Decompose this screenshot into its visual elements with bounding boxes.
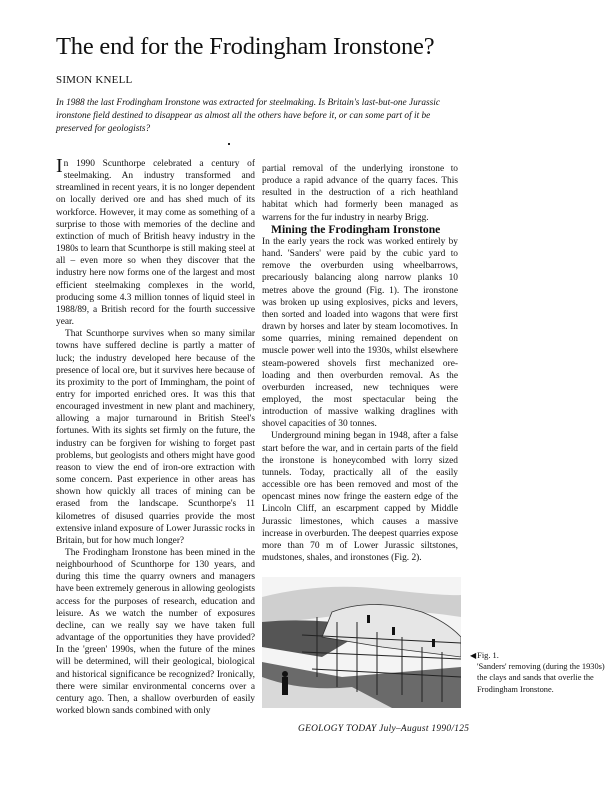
quarry-photo-illustration — [262, 577, 461, 708]
paragraph-4: In the early years the rock was worked entirely by hand. 'Sanders' were paid by the cubic yard to remove the overburden using wheelbarrows, precariously balancing along narrow planks 10 metres above the ground (Fig. 1). The ironstone was broken up using explosives, picks and levers, then sorted and loaded into wagons that were first drawn by horses and later by steam locomotives. In some quarries, mining remained dependent on muscle power well into the 1930s, whilst elsewhere steam-powered shovels first mechanized ore-loading and then overburden removal. As the overburden increased, new techniques were employed, the most spectacular being the introduction of massive walking draglines with shovel capacities of 30 tonnes. — [262, 236, 458, 430]
article-title: The end for the Frodingham Ironstone? — [56, 33, 435, 60]
drop-cap: I — [56, 155, 63, 177]
caption-pointer-icon: ◀ — [470, 651, 477, 660]
figure-caption — [470, 650, 610, 695]
right-column — [262, 163, 458, 564]
separator-dot — [228, 143, 230, 145]
page-footer: GEOLOGY TODAY July–August 1990/125 — [298, 724, 470, 734]
paragraph-5: Underground mining began in 1948, after a false start before the war, and in certain parts of the field the ironstone is honeycombed with lorry sized tunnels. Today, practically all of the easily accessible ore has been removed and most of the opencast mines now fringe the eastern edge of the Lincoln Cliff, an escarpment capped by Middle Jurassic limestones, which causes a massive increase in overburden. The deepest quarries expose more than 70 m of Lower Jurassic siltstones, mudstones, shales, and ironstones (Fig. 2). — [262, 431, 458, 563]
paragraph-continuation: partial removal of the underlying ironstone to produce a rapid advance of the quarry faces. This resulted in the destruction of a rich heathland habitat which had formerly been managed as warrens for the fur industry in nearby Brigg. — [262, 164, 458, 223]
author-byline: SIMON KNELL — [56, 74, 133, 86]
article-standfirst: In 1988 the last Frodingham Ironstone was extracted for steelmaking. Is Britain's last-but-one Jurassic ironstone field destined to disappear as almost all the others have before it, or can some part of it be preserved for geologists? — [56, 98, 440, 134]
section-heading: Mining the Frodingham Ironstone — [271, 222, 441, 236]
paragraph-3: The Frodingham Ironstone has been mined in the neighbourhood of Scunthorpe for 130 years, and during this time the quarry owners and managers have been extremely generous in allowing geologists access for the purposes of research, education and leisure. As we watch the number of exposures decline, can we really say we have taken full advantage of the opportunities they have provided? In the 'green' 1990s, when the future of the mines will be determined, will their geological, biological and historical significance be recognized? Ironically, there were similar environmental concerns over a century ago. Then, a shallow overburden of easily worked blown sands combined with only — [56, 548, 255, 717]
figure-photo — [262, 577, 461, 708]
left-column — [56, 155, 255, 717]
paragraph-1: In 1990 Scunthorpe celebrated a century of steelmaking. An industry transformed and streamlined in recent years, it is no longer dependent on locally derived ore and has shed much of its workforce. However, it may come as something of a surprise to those with memories of the decline and extinction of much of British heavy industry in the 1980s to learn that Scunthorpe is still making steel at all – even more so when they discover that the industry here now forms one of the largest and most efficient steelmaking complexes in the world, producing some 4.3 million tonnes of liquid steel in 1988/89, a British record for the fourth successive year. — [56, 155, 255, 328]
caption-text: 'Sanders' removing (during the 1930s) the clays and sands that overlie the Frodingham Ironstone. — [477, 662, 605, 694]
paragraph-2: That Scunthorpe survives when so many similar towns have suffered decline is partly a matter of luck; the industry developed here because of the presence of local ore, but it survives here because of its proximity to the port of Immingham, the point of entry for imported enriched ores. It was this that encouraged investment in new plant and machinery, allowing a major turnaround in British Steel's fortunes. With its sights set firmly on the future, the industry can be forgiven for wishing to forget past problems, but geologists and others might have good reason to view the end of iron-ore extraction with some concern. Past experience in other areas has shown how quickly all traces of mining can be erased from the landscape. Scunthorpe's 11 kilometres of disused quarries provide the most extensive inland exposure of Lower Jurassic rocks in Britain, but for how much longer? — [56, 329, 255, 546]
caption-label: Fig. 1. — [477, 651, 499, 660]
